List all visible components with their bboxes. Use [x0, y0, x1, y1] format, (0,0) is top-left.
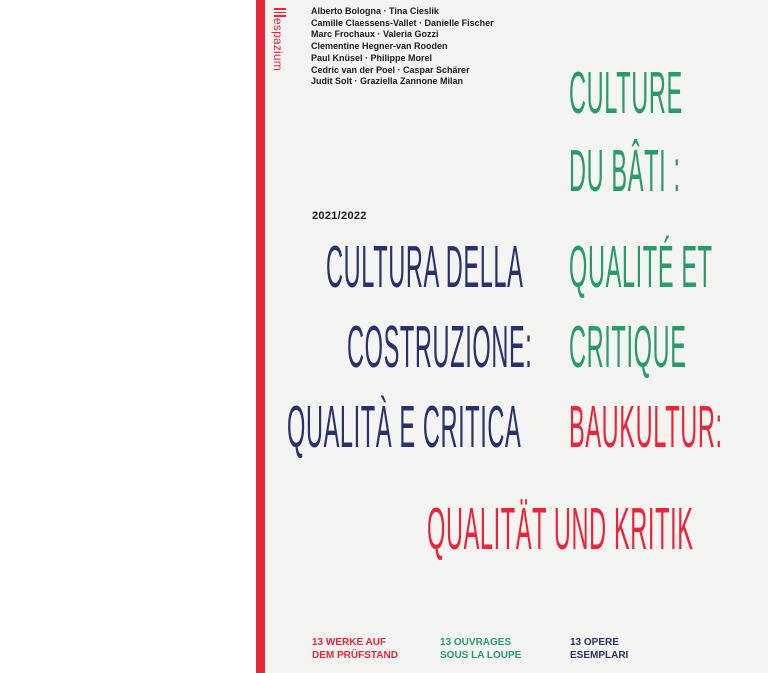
- author-line: Judit Solt · Graziella Zannone Milan: [311, 76, 464, 87]
- author-line: Cedric van der Poel · Caspar Schärer: [311, 64, 470, 75]
- author-line: Alberto Bologna · Tina Cieslik: [311, 6, 439, 16]
- title-italian-line-2: COSTRUZIONE:: [347, 316, 533, 382]
- title-german-line-2: QUALITÄT UND KRITIK: [427, 498, 694, 564]
- blurb-french: [440, 636, 521, 662]
- title-french-line-4: CRITIQUE: [569, 316, 687, 382]
- author-list: [311, 6, 494, 88]
- title-italian-line-3: QUALITÀ E CRITICA: [287, 396, 522, 462]
- publisher-logo: [266, 8, 288, 98]
- logo-bars-icon: [274, 8, 286, 17]
- author-line: Camille Claessens-Vallet · Danielle Fischer: [311, 17, 494, 28]
- title-french-line-1: CULTURE: [569, 62, 683, 128]
- red-spine-stripe: [256, 0, 265, 673]
- title-italian-line-1: CULTURA DELLA: [326, 236, 524, 302]
- title-german-line-1: BAUKULTUR:: [569, 396, 723, 462]
- author-line: Paul Knüsel · Philippe Morel: [311, 52, 433, 63]
- blurb-italian: [570, 636, 628, 662]
- blurb-german-line-2: DEM PRÜFSTAND: [312, 650, 398, 661]
- blurb-french-line-1: 13 OUVRAGES: [440, 637, 512, 648]
- blurb-italian-line-1: 13 OPERE: [570, 637, 619, 648]
- publisher-name: espazium: [271, 18, 285, 71]
- author-line: Clementine Hegner-van Rooden: [311, 41, 448, 52]
- title-french-line-3: QUALITÉ ET: [569, 236, 713, 302]
- title-french-line-2: DU BÂTI :: [569, 140, 681, 206]
- book-cover: [256, 0, 768, 673]
- blurb-german-line-1: 13 WERKE AUF: [312, 637, 387, 648]
- blurb-german: [312, 636, 398, 662]
- blurb-italian-line-2: ESEMPLARI: [570, 650, 629, 661]
- author-line: Marc Frochaux · Valeria Gozzi: [311, 29, 439, 40]
- edition-year: 2021/2022: [312, 210, 367, 222]
- blurb-french-line-2: SOUS LA LOUPE: [440, 650, 522, 661]
